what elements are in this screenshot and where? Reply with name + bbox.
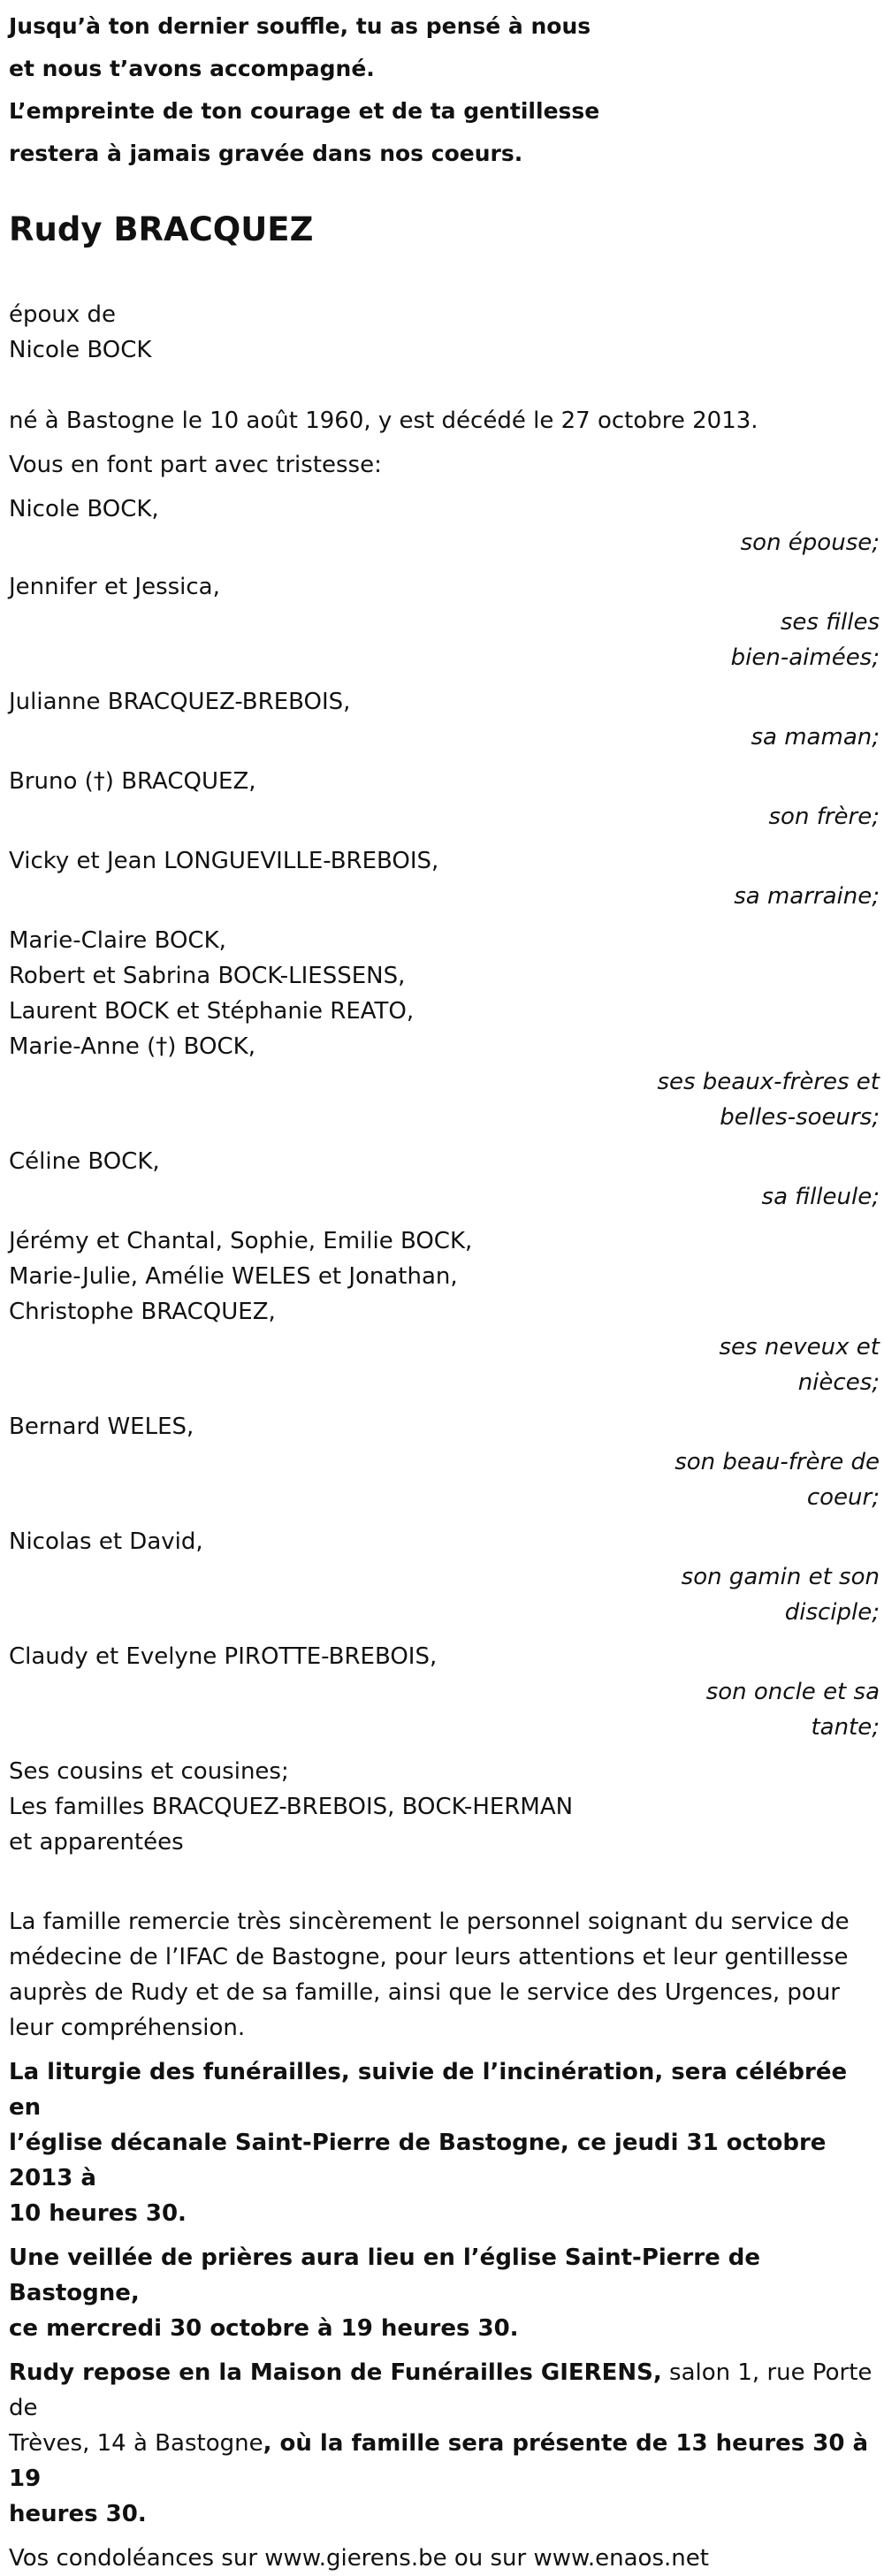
family-name-line: Claudy et Evelyne PIROTTE-BREBOIS, xyxy=(9,1643,438,1670)
relation-line: disciple; xyxy=(784,1599,880,1626)
funeral-line: 10 heures 30. xyxy=(9,2200,187,2227)
birth-death-line: né à Bastogne le 10 août 1960, y est décédé le 27 octobre 2013. xyxy=(9,408,758,434)
relation-line: bien-aimées; xyxy=(730,644,880,671)
thanks-line: auprès de Rudy et de sa famille, ainsi que le service des Urgences, pour xyxy=(9,1979,840,2006)
vigil-line: ce mercredi 30 octobre à 19 heures 30. xyxy=(9,2315,519,2342)
family-names xyxy=(9,492,880,527)
relation-line: son épouse; xyxy=(740,530,880,556)
family-name-line: Marie-Julie, Amélie WELES et Jonathan, xyxy=(9,1263,458,1290)
family-names xyxy=(9,923,880,1064)
relation-line: sa marraine; xyxy=(734,883,880,910)
family-entry xyxy=(9,569,880,675)
relation-line: son beau-frère de xyxy=(674,1449,880,1475)
repose-bold-text: heures 30. xyxy=(9,2501,147,2527)
family-name-line: Marie-Anne (†) BOCK, xyxy=(9,1033,255,1060)
thanks-line: La famille remercie très sincèrement le personnel soignant du service de xyxy=(9,1909,850,1935)
relation-line: ses neveux et xyxy=(719,1334,880,1360)
repose-bold-text: Rudy repose en la Maison de Funérailles GIERENS, xyxy=(9,2359,662,2386)
family-names xyxy=(9,1524,880,1559)
relation-line: ses beaux-frères et xyxy=(657,1069,880,1095)
family-names xyxy=(9,764,880,799)
family-name-line: Marie-Claire BOCK, xyxy=(9,927,226,954)
family-entry xyxy=(9,1639,880,1745)
family-relation xyxy=(667,1179,880,1215)
family-name-line: Laurent BOCK et Stéphanie REATO, xyxy=(9,998,415,1025)
relatives-line: Les familles BRACQUEZ-BREBOIS, BOCK-HERMAN xyxy=(9,1794,574,1820)
epigraph xyxy=(9,0,880,175)
thanks-line: leur compréhension. xyxy=(9,2015,246,2041)
family-names xyxy=(9,1639,880,1674)
repose-line xyxy=(9,2496,880,2532)
family-names xyxy=(9,1223,880,1330)
family-relation xyxy=(667,720,880,755)
repose-text: salon 1, rue Porte de xyxy=(9,2359,873,2421)
relatives-line: Ses cousins et cousines; xyxy=(9,1758,289,1785)
family-name-line: Jennifer et Jessica, xyxy=(9,574,220,600)
family-relation xyxy=(667,605,880,675)
vigil-line: Une veillée de prières aura lieu en l’église Saint-Pierre de Bastogne, xyxy=(9,2244,761,2306)
family-entry xyxy=(9,1144,880,1215)
condolences-line: Vos condoléances sur www.gierens.be ou sur www.enaos.net xyxy=(9,2545,709,2572)
relation-line: coeur; xyxy=(806,1484,880,1511)
family-entry xyxy=(9,1409,880,1515)
relation-line: ses filles xyxy=(780,609,880,636)
family-names xyxy=(9,569,880,605)
spouse-block xyxy=(9,297,880,368)
relation-line: son oncle et sa xyxy=(705,1679,880,1705)
family-name-line: Nicole BOCK, xyxy=(9,496,159,522)
family-names xyxy=(9,684,880,720)
family-relation xyxy=(641,1444,880,1515)
spouse-name: Nicole BOCK xyxy=(9,337,152,363)
family-relation xyxy=(667,525,880,560)
epigraph-line: Jusqu’à ton dernier souffle, tu as pensé à nous xyxy=(9,13,591,39)
family-names xyxy=(9,843,880,879)
family-entry xyxy=(9,923,880,1135)
repose-text: Trèves, 14 à Bastogne xyxy=(9,2430,263,2457)
family-entry xyxy=(9,1524,880,1630)
family-relation xyxy=(641,1064,880,1135)
family-entry xyxy=(9,843,880,914)
obituary-page xyxy=(9,0,880,2576)
relation-line: sa filleule; xyxy=(761,1184,880,1210)
family-entry xyxy=(9,492,880,560)
family-relation xyxy=(641,1559,880,1630)
family-name-line: Bernard WELES, xyxy=(9,1414,194,1440)
deceased-name: Rudy BRACQUEZ xyxy=(9,210,314,248)
relation-line: tante; xyxy=(811,1714,880,1741)
relation-line: son frère; xyxy=(768,804,880,830)
relation-line: son gamin et son xyxy=(681,1564,880,1590)
family-name-line: Nicolas et David, xyxy=(9,1528,203,1555)
repose-line xyxy=(9,2426,880,2496)
vigil-paragraph xyxy=(9,2240,880,2346)
epigraph-line: restera à jamais gravée dans nos coeurs. xyxy=(9,141,523,166)
family-relation xyxy=(667,1330,880,1400)
thanks-line: médecine de l’IFAC de Bastogne, pour leurs attentions et leur gentillesse xyxy=(9,1944,849,1970)
funeral-paragraph xyxy=(9,2054,880,2231)
announcement-line: Vous en font part avec tristesse: xyxy=(9,452,382,478)
family-relation xyxy=(667,879,880,914)
family-name-line: Céline BOCK, xyxy=(9,1148,160,1175)
family-names xyxy=(9,1144,880,1179)
family-name-line: Christophe BRACQUEZ, xyxy=(9,1299,276,1325)
spouse-label: époux de xyxy=(9,301,117,328)
family-entry xyxy=(9,684,880,755)
family-entry xyxy=(9,764,880,835)
family-name-line: Robert et Sabrina BOCK-LIESSENS, xyxy=(9,963,406,989)
repose-paragraph xyxy=(9,2355,880,2532)
family-name-line: Julianne BRACQUEZ-BREBOIS, xyxy=(9,689,351,715)
extended-relatives xyxy=(9,1754,880,1860)
family-name-line: Bruno (†) BRACQUEZ, xyxy=(9,768,256,795)
relation-line: belles-soeurs; xyxy=(720,1104,880,1131)
relation-line: nièces; xyxy=(797,1369,880,1396)
relation-line: sa maman; xyxy=(751,724,880,751)
family-names xyxy=(9,1409,880,1444)
funeral-line: La liturgie des funérailles, suivie de l’incinération, sera célébrée en xyxy=(9,2059,848,2121)
family-relation xyxy=(667,799,880,835)
repose-line xyxy=(9,2355,880,2426)
family-name-line: Jérémy et Chantal, Sophie, Emilie BOCK, xyxy=(9,1228,473,1254)
epigraph-line: L’empreinte de ton courage et de ta gentillesse xyxy=(9,98,600,124)
family-relation xyxy=(667,1674,880,1745)
family-name-line: Vicky et Jean LONGUEVILLE-BREBOIS, xyxy=(9,848,439,874)
relatives-line: et apparentées xyxy=(9,1829,184,1856)
thanks-paragraph xyxy=(9,1904,880,2046)
funeral-line: l’église décanale Saint-Pierre de Bastogne, ce jeudi 31 octobre 2013 à xyxy=(9,2130,827,2191)
family-entry xyxy=(9,1223,880,1400)
repose-bold-text: , où la famille sera présente de 13 heures 30 à 19 xyxy=(9,2430,869,2492)
epigraph-line: et nous t’avons accompagné. xyxy=(9,56,375,81)
